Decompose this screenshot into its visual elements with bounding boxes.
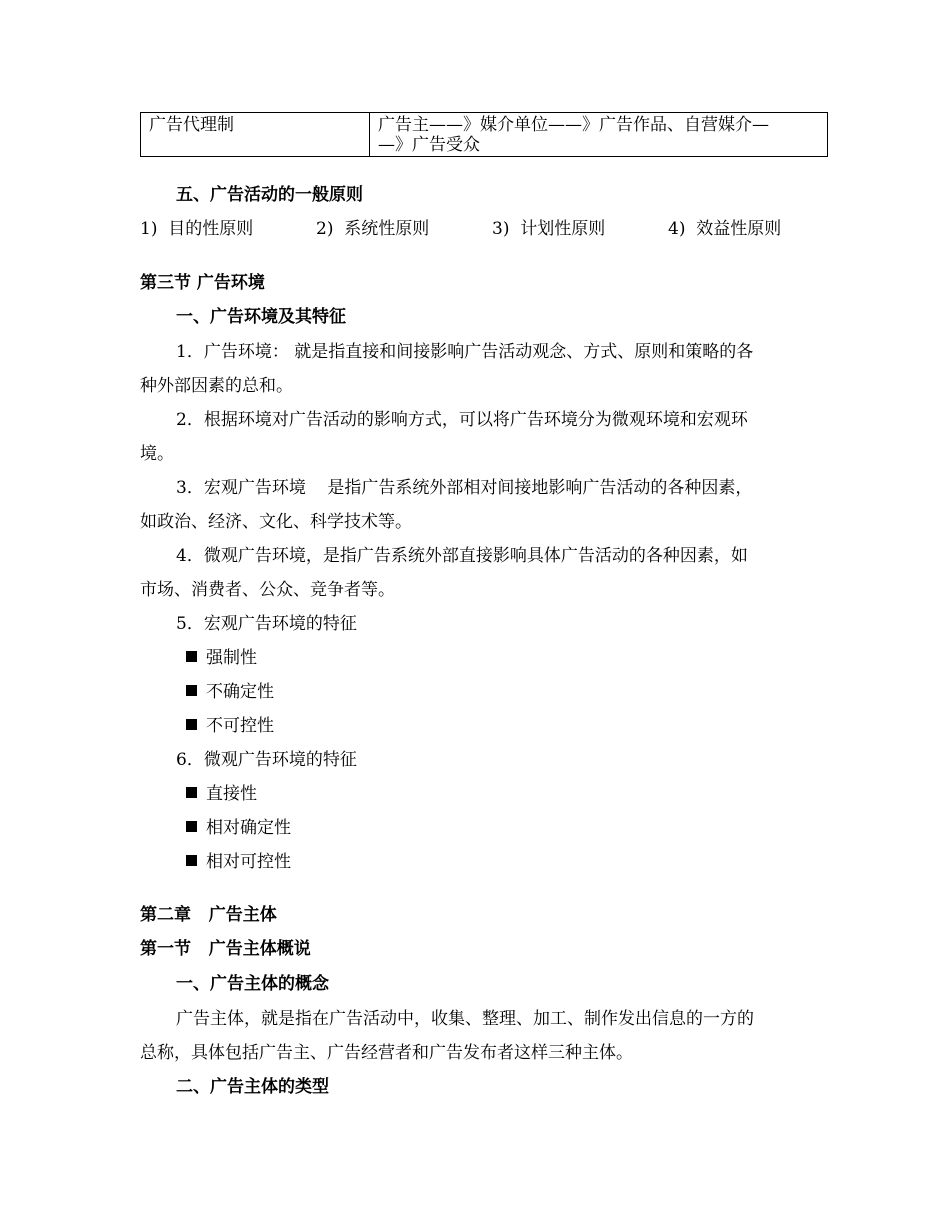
square-bullet-icon bbox=[186, 719, 197, 730]
principle-item bbox=[316, 218, 429, 240]
principle-label: 系统性原则 bbox=[344, 219, 430, 239]
principle-number: 4) bbox=[668, 219, 686, 239]
section-title: 第一节 广告主体概说 bbox=[140, 939, 311, 959]
subsection-heading: 一、广告环境及其特征 bbox=[176, 307, 346, 327]
section-title: 第三节 广告环境 bbox=[140, 273, 265, 293]
list-item-label: 相对可控性 bbox=[206, 852, 291, 872]
list-item-label: 强制性 bbox=[206, 648, 257, 668]
section-heading: 五、广告活动的一般原则 bbox=[176, 185, 363, 205]
paragraph-line: 2．根据环境对广告活动的影响方式，可以将广告环境分为微观环境和宏观环 bbox=[176, 410, 748, 430]
paragraph-line: 4．微观广告环境，是指广告系统外部直接影响具体广告活动的各种因素，如 bbox=[176, 546, 748, 566]
square-bullet-icon bbox=[186, 787, 197, 798]
list-item bbox=[186, 647, 257, 669]
list-item-label: 不可控性 bbox=[206, 716, 274, 736]
principle-label: 计划性原则 bbox=[520, 219, 606, 239]
table-cell bbox=[370, 113, 828, 157]
list-item bbox=[186, 681, 274, 703]
table-cell-line: —》广告受众 bbox=[378, 135, 480, 155]
principle-item bbox=[492, 218, 605, 240]
paragraph-line: 总称，具体包括广告主、广告经营者和广告发布者这样三种主体。 bbox=[140, 1043, 633, 1063]
paragraph-line: 境。 bbox=[140, 444, 174, 464]
agency-table bbox=[140, 112, 828, 157]
principle-item bbox=[140, 218, 253, 240]
principle-label: 效益性原则 bbox=[696, 219, 782, 239]
square-bullet-icon bbox=[186, 651, 197, 662]
table-cell-line: 广告主——》媒介单位——》广告作品、自营媒介— bbox=[378, 115, 769, 135]
chapter-title: 第二章 广告主体 bbox=[140, 905, 277, 925]
list-item bbox=[186, 715, 274, 737]
list-item bbox=[186, 851, 291, 873]
list-item-label: 直接性 bbox=[206, 784, 257, 804]
principle-number: 3) bbox=[492, 219, 510, 239]
principle-label: 目的性原则 bbox=[168, 219, 254, 239]
principle-number: 2) bbox=[316, 219, 334, 239]
paragraph-line: 6．微观广告环境的特征 bbox=[176, 750, 357, 770]
subsection-heading: 二、广告主体的类型 bbox=[176, 1077, 329, 1097]
principle-number: 1) bbox=[140, 219, 158, 239]
table-cell: 广告代理制 bbox=[141, 113, 370, 157]
list-item bbox=[186, 783, 257, 805]
list-item bbox=[186, 817, 291, 839]
paragraph-line: 种外部因素的总和。 bbox=[140, 376, 293, 396]
subsection-heading: 一、广告主体的概念 bbox=[176, 974, 329, 994]
list-item-label: 不确定性 bbox=[206, 682, 274, 702]
paragraph-line: 1．广告环境： 就是指直接和间接影响广告活动观念、方式、原则和策略的各 bbox=[176, 342, 754, 362]
principle-item bbox=[668, 218, 781, 240]
list-item-label: 相对确定性 bbox=[206, 818, 291, 838]
square-bullet-icon bbox=[186, 821, 197, 832]
paragraph-line: 广告主体，就是指在广告活动中，收集、整理、加工、制作发出信息的一方的 bbox=[176, 1009, 754, 1029]
square-bullet-icon bbox=[186, 855, 197, 866]
paragraph-line: 如政治、经济、文化、科学技术等。 bbox=[140, 512, 412, 532]
paragraph-line: 5．宏观广告环境的特征 bbox=[176, 614, 357, 634]
paragraph-line: 市场、消费者、公众、竞争者等。 bbox=[140, 580, 395, 600]
square-bullet-icon bbox=[186, 685, 197, 696]
paragraph-line: 3．宏观广告环境 是指广告系统外部相对间接地影响广告活动的各种因素， bbox=[176, 478, 753, 498]
table-row bbox=[141, 113, 828, 157]
